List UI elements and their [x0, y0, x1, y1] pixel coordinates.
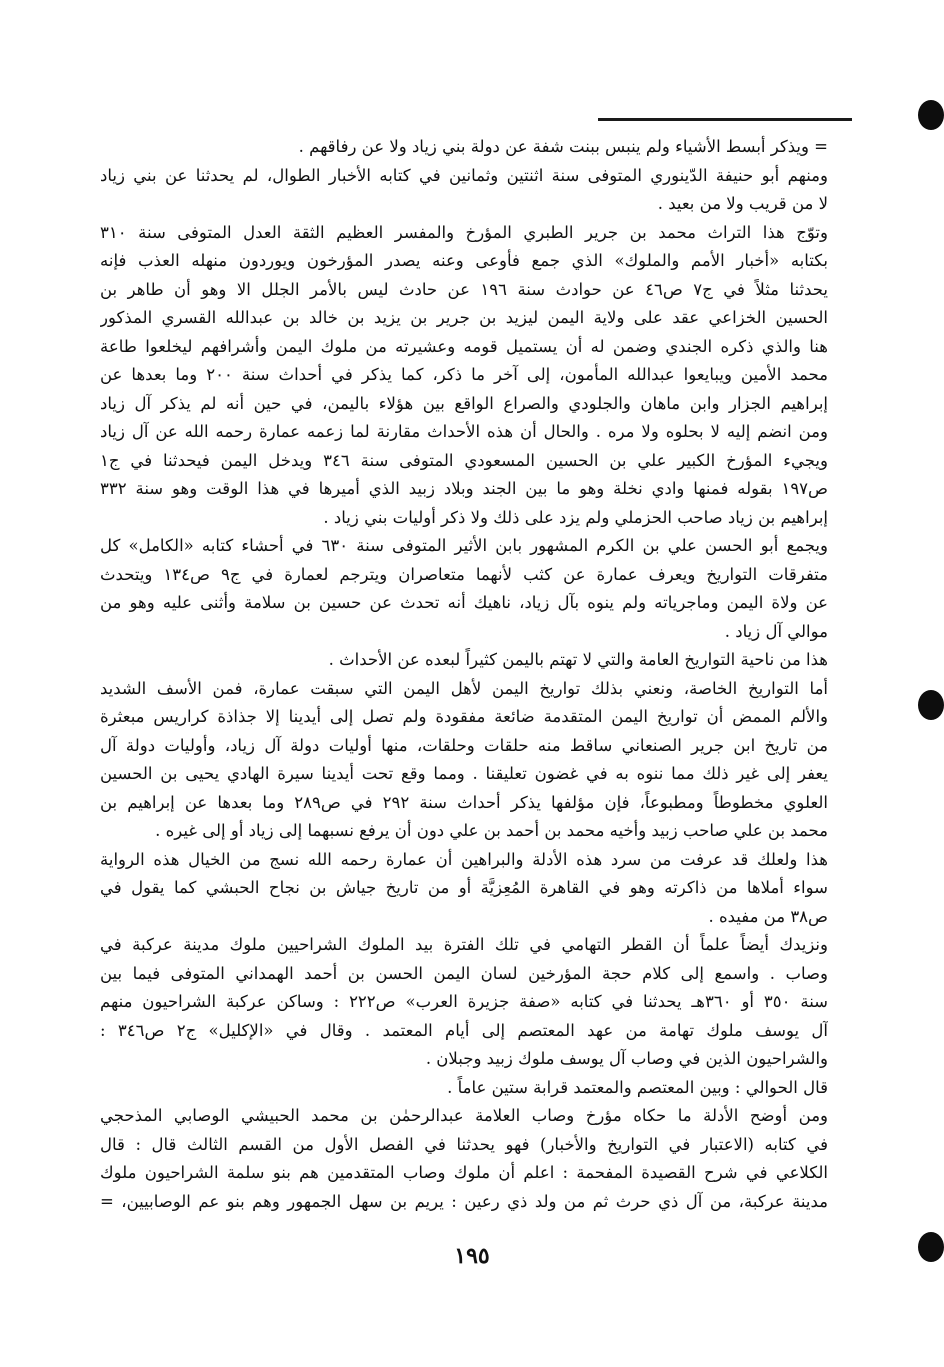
- footnote-separator-rule: [598, 118, 852, 121]
- text-line: سواء أملاها من ذاكرته وهو في القاهرة المُعِزيَّة أو من تاريخ جياش بن نجاح الحبشي كما يقول في: [100, 878, 828, 897]
- text-line: هذا من ناحية التواريخ العامة والتي لا تهتم باليمن كثيراً لبعده عن الأحداث .: [328, 650, 828, 669]
- text-line: العلوي مخطوطاً ومطبوعاً، فإن مؤلفها يذكر أحداث سنة ٢٩٢ في ص٢٨٩ وما بعدها عن إبراهيم بن: [100, 792, 828, 812]
- text-line: عن ولاة اليمن وماجرياته ولم ينوه بآل زياد، ناهيك أنه تحدث عن حسين بن سلامة وأثنى عليه وهو من: [100, 593, 828, 612]
- text-line: أما التواريخ الخاصة، ونعني بذلك تواريخ اليمن لأهل اليمن التي سبقت عمارة، فمن الأسف الشديد: [100, 678, 828, 698]
- text-line: هذا ولعلك قد عرفت من سرد هذه الأدلة والبراهين أن عمارة رحمه الله نسج من الخيال هذه الرواية: [100, 849, 828, 869]
- text-line: إبراهيم الجزار وابن ماهان والجلودي والصراع الواقع بين هؤلاء باليمن، في حين أنه لم يذكر آل زياد: [100, 393, 828, 413]
- text-line: مدينة عركبة، من آل ذي حرث ثم من ولد ذي رعين : يريم بن سهل الجمهور وهم بنو عم الوصابيين، =: [100, 1191, 828, 1211]
- text-line: ويجيء المؤرخ الكبير علي بن الحسين المسعودي المتوفى سنة ٣٤٦ ويدخل اليمن فيحدثنا في ج١: [100, 450, 828, 470]
- text-line: الحسين الخزاعي عقد على ولاية اليمن ليزيد بن جرير بن يزيد بن خالد بن عبدالله القسري المذكور: [100, 308, 828, 327]
- text-line: قال الحوالي : وبين المعتصم والمعتمد قرابة ستين عاماً .: [447, 1077, 828, 1097]
- binder-hole-bottom: [918, 1232, 944, 1262]
- text-line: ومنهم أبو حنيفة الدّينوري المتوفى سنة اثنتين وثمانين في كتابه الأخبار الطوال، لم يحدثنا عن بني زياد: [100, 165, 828, 185]
- text-line: والشراحيون الذين في وصاب آل يوسف ملوك زبيد وجبلان .: [425, 1049, 828, 1068]
- page-body-text: [100, 133, 828, 1216]
- text-line: = ويذكر أبسط الأشياء ولم ينبس ببنت شفة عن دولة بني زياد ولا عن رفاقهم .: [298, 137, 828, 156]
- text-line: ونزيدك أيضاً علماً أن القطر التهامي في تلك الفترة بيد الملوك الشراحيين ملوك مدينة عركبة في: [100, 935, 828, 954]
- binder-hole-top: [918, 100, 944, 130]
- text-line: لا من قريب ولا من بعيد .: [657, 194, 828, 213]
- text-line: ومن انضم إليه لا بحلوه ولا مره . والحال أن هذه الأحداث مقارنة لما زعمه عمارة رحمه الله عن آل زياد: [100, 422, 828, 441]
- text-line: بكتابه «أخبار الأمم والملوك» الذي جمع فأوعى وعنه يصدر المؤرخون ويوردون منهله العذب فإنه: [100, 251, 828, 270]
- text-line: وصاب . واسمع إلى كلام حجة المؤرخين لسان اليمن الحسن بن أحمد الهمداني المتوفى فيما بين: [100, 963, 828, 983]
- text-line: وتوّج هذا التراث محمد بن جرير الطبري المؤرخ والمفسر العظيم الثقة العدل المتوفى سنة ٣١٠: [100, 222, 828, 242]
- text-line: ويجمع أبو الحسن علي بن الكرم المشهور بابن الأثير المتوفى سنة ٦٣٠ في أحشاء كتابه «الكامل» كل: [100, 536, 828, 555]
- text-line: محمد الأمين ويبايعوا عبدالله المأمون، إلى آخر ما ذكر، كما يذكر في أحداث سنة ٢٠٠ وما بعدها عن: [100, 365, 828, 384]
- text-line: ص٣٨ من مفيده .: [708, 906, 828, 926]
- text-line: ص١٩٧ بقوله فمنها وادي نخلة وهو ما بين الجند وبلاد زبيد الذي أميرها في هذا الوقت وهو سنة ٣٣٢: [100, 479, 828, 498]
- text-line: ومن أوضح الأدلة ما حكاه مؤرخ وصاب العلامة عبدالرحمٰن بن محمد الحبيشي الوصابي المذحجي: [100, 1106, 828, 1125]
- text-line: آل يوسف ملوك تهامة من عهد المعتصم إلى أيام المعتمد . وقال في «الإكليل» ج٢ ص٣٤٦ :: [100, 1020, 828, 1040]
- text-line: في كتابه (الاعتبار في التواريخ والأخبار) فهو يحدثنا في الفصل الأول من القسم الثالث قال : قال: [100, 1134, 828, 1154]
- page-number: ١٩٥: [454, 1243, 490, 1269]
- text-line: محمد بن علي صاحب زبيد وأخيه محمد بن أحمد بن علي دون أن يرفع نسبهما إلى زياد أو إلى غيره .: [155, 821, 828, 840]
- text-line: يعفر إلى غير ذلك مما ننوه به في غضون تعليقنا . ومما وقع تحت أيدينا سيرة الهادي يحيى بن الحسين: [100, 764, 828, 783]
- text-line: إبراهيم بن زياد صاحب الحزملي ولم يزد على ذلك ولا ذكر أوليات بني زياد .: [323, 507, 828, 527]
- text-line: موالي آل زياد .: [724, 621, 828, 641]
- text-line: يحدثنا مثلاً في ج٧ ص٤٦ عن حوادث سنة ١٩٦ عن حادث ليس بالأمر الجلل الا وهو أن طاهر بن: [100, 279, 828, 299]
- binder-hole-middle: [918, 690, 944, 720]
- text-line: الكلاعي في شرح القصيدة المفحمة : اعلم أن ملوك وصاب المتقدمين هم بنو سلمة الشراحيون ملوك: [100, 1163, 828, 1182]
- text-line: سنة ٣٥٠ أو ٣٦٠هـ يحدثنا في كتابه «صفة جزيرة العرب» ص٢٢٢ : وساكن عركبة الشراحيون منهم: [100, 992, 828, 1011]
- text-line: من تاريخ ابن جرير الصنعاني ساقط منه حلقات وحلقات، منها أوليات دولة آل زياد، وأوليات دولة آل: [100, 735, 828, 755]
- text-line: هنا والذي ذكره الجندي وضمن له أن يستميل قومه وعشيرته من ملوك اليمن وأشرافهم ليخلعوا طاعة: [100, 336, 828, 356]
- text-line: متفرقات التواريخ ويعرف عمارة عن كثب لأنهما متعاصران ويترجم لعمارة في ج٩ ص١٣٤ ويتحدث: [100, 564, 828, 584]
- text-line: والألم الممض أن تواريخ اليمن المتقدمة ضائعة مفقودة ولم تصل إلى أيدينا إلا جذاذة كراريس مبعثرة: [100, 707, 828, 726]
